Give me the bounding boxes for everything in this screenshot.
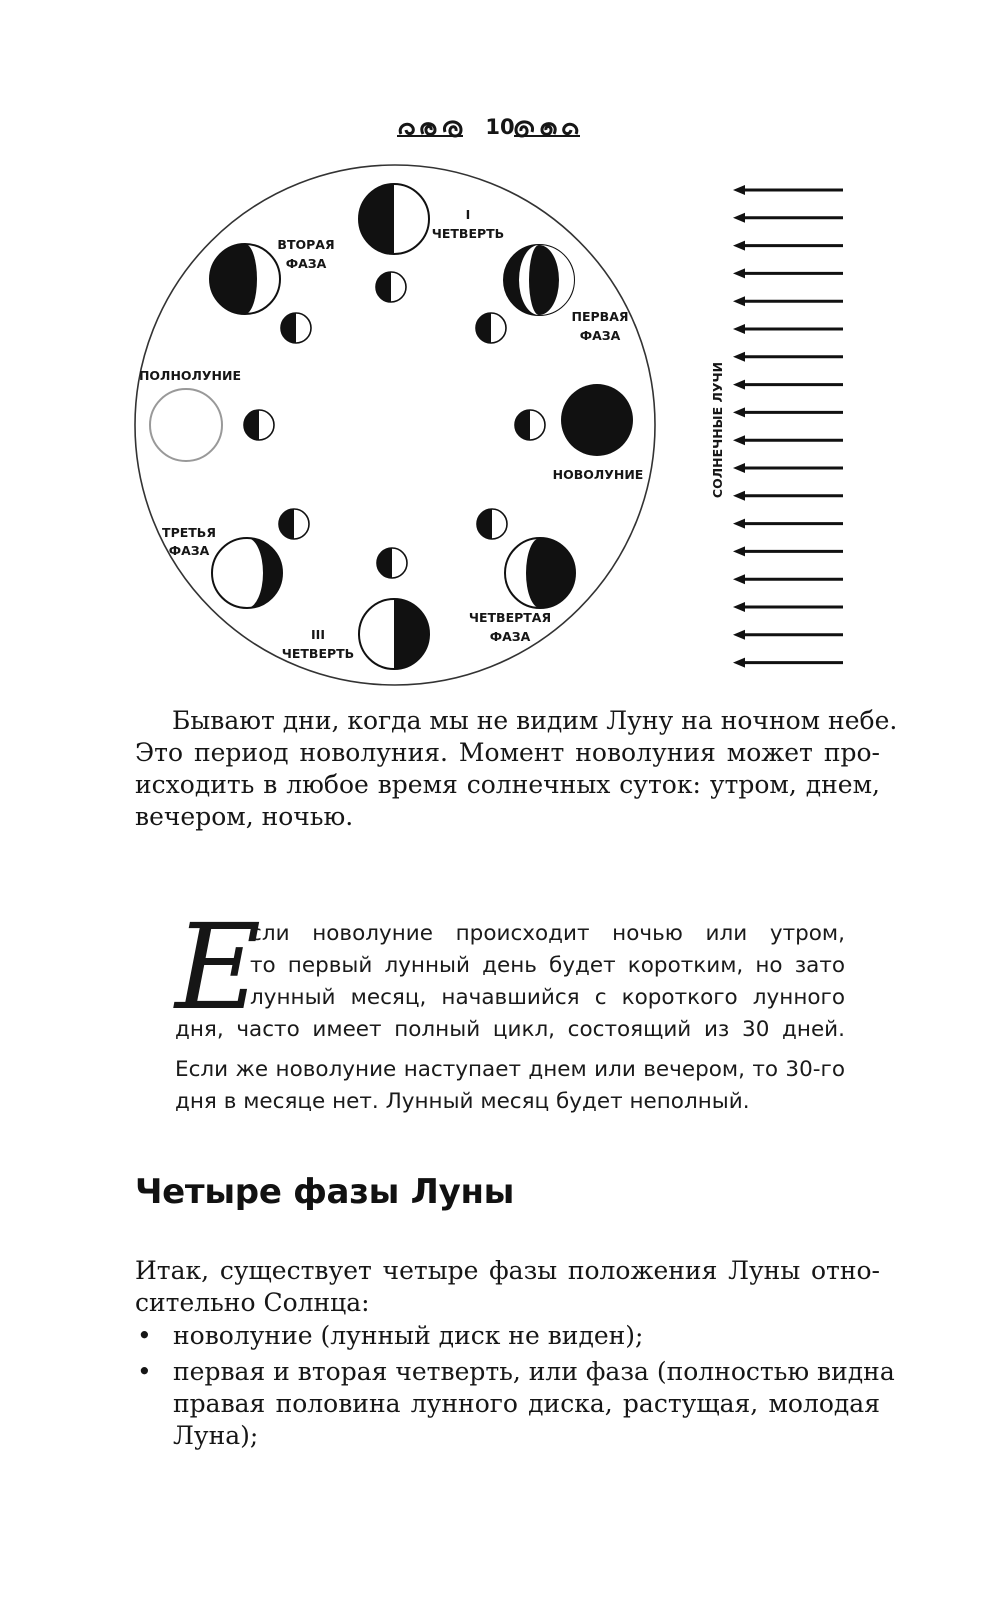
inner-moon — [281, 313, 311, 343]
moon-full — [150, 389, 222, 461]
moon-first-quarter — [359, 184, 429, 254]
bullet-symbol: • — [137, 1357, 152, 1386]
inner-moon — [515, 410, 545, 440]
sun-ray-arrow — [733, 380, 843, 390]
label-second-phase-1: ВТОРАЯ — [277, 237, 335, 252]
phase-list — [135, 1320, 895, 1456]
sun-rays-label: СОЛНЕЧНЫЕ ЛУЧИ — [710, 361, 725, 499]
list-item-text: Луна); — [173, 1421, 259, 1450]
left-ornament-icon — [395, 116, 465, 142]
moon-new — [561, 384, 633, 456]
sun-ray-arrow — [733, 241, 843, 251]
moon-third-phase — [212, 538, 282, 608]
sun-ray-arrow — [733, 602, 843, 612]
label-third-quarter-num: III — [311, 627, 325, 642]
inner-moon — [279, 509, 309, 539]
sun-ray-arrow — [733, 546, 843, 556]
intro-line: Это период новолуния. Момент новолуния может про- — [135, 738, 880, 767]
label-first-quarter-num: I — [465, 207, 471, 222]
list-item — [135, 1356, 895, 1452]
inner-moon — [476, 313, 506, 343]
inner-moon — [244, 410, 274, 440]
callout-line: Если же новолуние наступает днем или вечером, то 30-го — [175, 1057, 845, 1082]
label-full-moon: ПОЛНОЛУНИЕ — [138, 368, 242, 383]
intro-line: Бывают дни, когда мы не видим Луну на ночном небе. — [172, 706, 898, 735]
sun-ray-arrow — [733, 185, 843, 195]
sun-ray-arrow — [733, 519, 843, 529]
sun-ray-arrow — [733, 491, 843, 501]
label-third-phase-1: ТРЕТЬЯ — [162, 525, 216, 540]
sun-ray-arrow — [733, 268, 843, 278]
callout-line: сли новолуние происходит ночью или утром, — [250, 921, 845, 946]
moon-first-phase — [504, 245, 574, 315]
section-intro — [135, 1255, 880, 1319]
callout-line: то первый лунный день будет коротким, но зато — [250, 953, 845, 978]
sun-ray-arrow — [733, 435, 843, 445]
sun-ray-arrow — [733, 463, 843, 473]
intro-line: вечером, ночью. — [135, 802, 354, 831]
section-intro-line: сительно Солнца: — [135, 1288, 370, 1317]
callout-line: дня, часто имеет полный цикл, состоящий из 30 дней. — [175, 1017, 845, 1042]
callout-block — [175, 898, 845, 1118]
label-third-quarter: ЧЕТВЕРТЬ — [281, 646, 355, 661]
list-item-text: первая и вторая четверть, или фаза (полностью видна — [173, 1357, 895, 1386]
label-fourth-phase-1: ЧЕТВЕРТАЯ — [468, 610, 552, 625]
callout-text — [175, 918, 845, 1118]
inner-moon — [477, 509, 507, 539]
sun-rays — [733, 185, 843, 668]
bullet-symbol: • — [137, 1321, 152, 1350]
label-new-moon: НОВОЛУНИЕ — [552, 467, 644, 482]
callout-line: лунный месяц, начавшийся с короткого лунного — [250, 985, 845, 1010]
drop-cap: Е — [175, 898, 262, 1036]
section-title: Четыре фазы Луны — [135, 1172, 515, 1212]
label-first-phase-1: ПЕРВАЯ — [571, 309, 629, 324]
label-first-quarter: ЧЕТВЕРТЬ — [431, 226, 505, 241]
callout-line: дня в месяце нет. Лунный месяц будет неполный. — [175, 1089, 750, 1114]
label-third-phase-2: ФАЗА — [168, 543, 210, 558]
inner-moons — [244, 272, 545, 578]
moon-fourth-phase — [505, 538, 575, 608]
list-item-text: новолуние (лунный диск не виден); — [173, 1321, 644, 1350]
moon-phase-diagram — [0, 160, 1000, 690]
sun-ray-arrow — [733, 630, 843, 640]
sun-ray-arrow — [733, 352, 843, 362]
sun-ray-arrow — [733, 324, 843, 334]
label-first-phase-2: ФАЗА — [579, 328, 621, 343]
label-second-phase-2: ФАЗА — [285, 256, 327, 271]
page-number: 10 — [485, 115, 515, 139]
page-header — [0, 110, 1000, 150]
sun-ray-arrow — [733, 296, 843, 306]
moon-third-quarter — [359, 599, 429, 669]
list-item — [135, 1320, 880, 1352]
section-intro-line: Итак, существует четыре фазы положения Луны отно- — [135, 1256, 880, 1285]
sun-ray-arrow — [733, 407, 843, 417]
inner-moon — [377, 548, 407, 578]
intro-paragraph — [135, 705, 898, 833]
sun-ray-arrow — [733, 574, 843, 584]
intro-line: исходить в любое время солнечных суток: утром, днем, — [135, 770, 880, 799]
moon-second-phase — [210, 244, 280, 314]
inner-moon — [376, 272, 406, 302]
sun-ray-arrow — [733, 213, 843, 223]
right-ornament-icon — [512, 116, 582, 142]
list-item-text: правая половина лунного диска, растущая, молодая — [173, 1389, 880, 1418]
label-fourth-phase-2: ФАЗА — [489, 629, 531, 644]
sun-ray-arrow — [733, 658, 843, 668]
